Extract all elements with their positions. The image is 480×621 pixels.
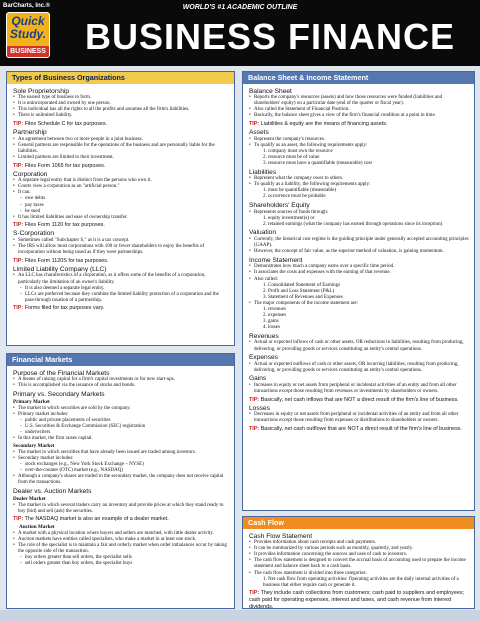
corporation-heading: Corporation xyxy=(13,170,48,178)
balance-sheet-header: Balance Sheet & Income Statement xyxy=(243,72,474,84)
list-item: • The market in which several traders carry an inventory and provide prices at which they stand ready to buy (bid) and sell (ask) the securities. xyxy=(13,503,229,515)
header-banner xyxy=(0,0,480,66)
numbered-item: 2. resource must be of value xyxy=(263,154,320,160)
sub-item: - buy orders greater than sell orders, the specialist sells xyxy=(13,555,229,561)
tip-text: The NASDAQ market is also an example of a dealer market. xyxy=(24,516,169,523)
tip-text: Files Form 1065 for tax purposes. xyxy=(24,162,106,169)
tip-label: TIP: xyxy=(13,516,24,523)
tip-label: TIP: xyxy=(13,305,24,312)
sub-item: - It is also deemed a separate legal entity. xyxy=(13,286,229,292)
list-item: • An LLC has characteristics of a corporation, as it offers some of the benefits of a corporation, particularly the limitation of an owner's liability. xyxy=(13,273,229,285)
primary-secondary-heading: Primary vs. Secondary Markets xyxy=(13,390,105,398)
list-item: • A separate legal entity that is distinct from the persons who own it. xyxy=(13,178,229,184)
logo-subject: BUSINESS xyxy=(7,46,49,57)
list-item: • Secondary market includes: xyxy=(13,456,229,462)
tip-text: Basically, net cash inflows that are NOT a direct result of the firm's line of business. xyxy=(260,396,459,403)
balance-sheet-heading: Balance Sheet xyxy=(249,87,292,95)
list-item: • Currently, the historical cost regime is the guiding principle under generally accepted accounting principles (GAAP). xyxy=(249,237,469,249)
numbered-item: 2. retained earnings (what the company has earned through operations since its inception) xyxy=(263,221,443,227)
logo-study: Study. xyxy=(9,27,47,41)
org-types-header: Types of Business Organizations xyxy=(7,72,234,84)
list-item: • To qualify as an asset, the following requirements apply: xyxy=(249,143,469,149)
tip-text: Liabilities & equity are the means of financing assets. xyxy=(260,120,388,127)
sub-item: - be sued xyxy=(13,209,229,215)
tip-note xyxy=(249,121,469,128)
secondary-market-subheading: Secondary Market xyxy=(13,443,55,450)
tip-note xyxy=(13,222,229,229)
assets-heading: Assets xyxy=(249,129,269,137)
list-item: • The role of the specialist is to maintain a fair and orderly market when order imbalances occur by taking the opposite side of the transaction. xyxy=(13,543,229,555)
sub-item: - sell orders greater than buy orders, the specialist buys xyxy=(13,561,229,567)
list-item: • The major components of the income statement are: xyxy=(249,301,469,307)
sub-item: - stock exchanges (e.g., New York Stock Exchange – NYSE) xyxy=(13,462,229,468)
primary-market-subheading: Primary Market xyxy=(13,399,50,406)
sole-proprietorship-heading: Sole Proprietorship xyxy=(13,87,70,95)
list-item: • Also called the Statement of Financial Position. xyxy=(249,107,469,113)
tip-label: TIP: xyxy=(13,257,24,264)
tip-text: Files Schedule C for tax purposes. xyxy=(24,120,108,127)
sub-item: - owe debts xyxy=(13,196,229,202)
numbered-item: 2. expenses xyxy=(263,313,287,319)
balance-sheet-panel xyxy=(242,71,475,511)
list-item: • Courts view a corporation as an "artificial person." xyxy=(13,184,229,190)
losses-heading: Losses xyxy=(249,404,270,412)
s-corporation-heading: S-Corporation xyxy=(13,230,55,238)
list-item: • Also called: xyxy=(249,277,469,283)
list-item: • It provides information concerning the sources and uses of cash to investors. xyxy=(249,552,469,558)
logo-quick: Quick xyxy=(11,14,45,28)
list-item: • A means of raising capital for a firm's capital investments or for new start-ups. xyxy=(13,377,229,383)
tip-text: Basically, net cash outflows that are NOT a direct result of the firm's line of business. xyxy=(260,426,462,433)
list-item: • Actual or expected outflows of cash or other assets, OR incurring liabilities, resulting from producing, delivering, or providing goods or services constituting an entity's central operations. xyxy=(249,362,469,374)
auction-market-subheading: Auction Market xyxy=(19,524,55,531)
gains-heading: Gains xyxy=(249,375,267,383)
numbered-item: 2. occurrence must be probable xyxy=(263,194,326,200)
page-bottom-band xyxy=(0,610,480,621)
list-item: • Represent what the company owes to others. xyxy=(249,176,469,182)
org-types-panel xyxy=(6,71,235,346)
list-item: • Demonstrates how much a company earns over a specific time period. xyxy=(249,264,469,270)
tip-label: TIP: xyxy=(249,396,260,403)
tip-note xyxy=(249,426,469,433)
list-item: • Primary market includes: xyxy=(13,412,229,418)
tip-label: TIP: xyxy=(249,590,260,597)
numbered-item: 3. resource must have a quantifiable (measurable) cost xyxy=(263,161,372,166)
quickstudy-logo xyxy=(6,12,50,58)
list-item: • The IRS will allow most corporations with 100 or fewer shareholders to enjoy the benefits of incorporation without being taxed as if they were partnerships. xyxy=(13,244,229,256)
list-item: • There is unlimited liability. xyxy=(13,113,229,119)
list-item: • Increases in equity or net assets from peripheral or incidental activities of an entity and from all other transactions except those resulting from revenues or investments by shareholders or owners. xyxy=(249,383,469,395)
list-item: • This is accomplished via the issuance of stocks and bonds. xyxy=(13,383,229,389)
numbered-item: 1. Consolidated Statement of Earnings xyxy=(263,282,341,288)
tip-note xyxy=(13,163,229,170)
cash-flow-statement-heading: Cash Flow Statement xyxy=(249,532,313,540)
list-item: • It has limited liabilities and ease of ownership transfer. xyxy=(13,215,229,221)
list-item: • It is unincorporated and owned by one person. xyxy=(13,101,229,107)
list-item: • It can be summarized by various periods such as monthly, quarterly, and yearly. xyxy=(249,546,469,552)
sub-item: - U.S. Securities & Exchange Commission (SEC) registration xyxy=(13,424,229,430)
tip-text: Forms filed for tax purposes vary. xyxy=(24,305,105,312)
list-item: • To qualify as a liability, the following requirements apply: xyxy=(249,182,469,188)
tip-note xyxy=(249,590,469,610)
cash-flow-header: Cash Flow xyxy=(243,517,474,529)
sub-item: - pay taxes xyxy=(13,203,229,209)
financial-markets-panel xyxy=(6,353,235,609)
numbered-item: 1. Net cash flow from operating activities: Operating activities are the daily internal activities of a business that either require cash or generate it. xyxy=(263,576,459,588)
tip-note xyxy=(13,305,229,312)
list-item: • It associates the costs and expenses with the earning of that revenue. xyxy=(249,270,469,276)
equity-heading: Shareholders' Equity xyxy=(249,202,310,210)
income-statement-heading: Income Statement xyxy=(249,256,303,264)
numbered-item: 3. gains xyxy=(263,319,279,325)
tip-text: They include cash collections from customers; cash paid to suppliers and employees; cash paid for operating expenses, interest and taxes, and cash revenue from interest dividends. xyxy=(249,590,465,610)
financial-markets-header: Financial Markets xyxy=(7,354,234,366)
list-item: • In this market, the firm raises capital. xyxy=(13,436,229,442)
purpose-heading: Purpose of the Financial Markets xyxy=(13,369,110,377)
tip-note xyxy=(249,397,469,404)
tip-note xyxy=(13,121,229,128)
list-item: • Basically, the balance sheet gives a view of the firm's financial condition at a point in time. xyxy=(249,113,469,119)
list-item: • The easiest type of business to form. xyxy=(13,95,229,101)
list-item: • Limited partners are limited to their investment. xyxy=(13,155,229,161)
tip-label: TIP: xyxy=(249,120,260,127)
list-item: • Reports the company's resources (assets) and how those resources were funded (liabilities and shareholders' equity) on a particular date (end of the quarter or fiscal year). xyxy=(249,95,469,107)
list-item: • Sometimes called "Subchapter S," as it is a tax concept. xyxy=(13,238,229,244)
sub-item: - over-the-counter (OTC) market (e.g., NASDAQ) xyxy=(13,468,229,474)
list-item: • Provides information about cash receipts and cash payments. xyxy=(249,540,469,546)
dealer-auction-heading: Dealer vs. Auction Markets xyxy=(13,487,92,495)
tip-label: TIP: xyxy=(13,120,24,127)
list-item: • Auction markets have entities called specialists, who make a market in at least one stock. xyxy=(13,537,229,543)
list-item: • The cash flow statement is designed to convert the accrual basis of accounting used to prepare the income statement and balance sheet back to a cash basis. xyxy=(249,558,469,570)
list-item: • The market in which securities that have already been issued are traded among investors. xyxy=(13,450,229,456)
list-item: • Although a company's shares are traded in the secondary market, the company does not receive capital from the transactions. xyxy=(13,474,229,486)
liabilities-heading: Liabilities xyxy=(249,168,277,176)
cash-flow-panel xyxy=(242,516,475,609)
list-item: • The market in which securities are sold by the company. xyxy=(13,406,229,412)
tip-label: TIP: xyxy=(13,222,24,229)
tip-note xyxy=(13,516,229,523)
numbered-item: 1. must be quantifiable (measurable) xyxy=(263,188,337,194)
list-item: • General partners are responsible for the operations of the business and are personally liable for the liabilities. xyxy=(13,143,229,155)
list-item: • The cash flow statement is divided into three categories: xyxy=(249,571,469,577)
valuation-heading: Valuation xyxy=(249,229,277,237)
list-item: • Represents sources of funds through: xyxy=(249,210,469,216)
revenues-heading: Revenues xyxy=(249,332,279,340)
list-item: • This individual has all the rights to all the profits and assumes all the firm's liabilities. xyxy=(13,107,229,113)
numbered-item: 1. company must own the resource xyxy=(263,148,333,154)
page-title: BUSINESS FINANCE xyxy=(84,16,456,57)
publisher-name: BarCharts, Inc.® xyxy=(3,3,51,9)
expenses-heading: Expenses xyxy=(249,354,278,362)
numbered-item: 1. equity investment(s) or xyxy=(263,215,315,221)
list-item: • A market with a physical location where buyers and sellers are matched, with little dealer activity. xyxy=(13,531,229,537)
tip-text: Files Form 1120S for tax purposes. xyxy=(24,257,109,264)
sub-item: - public and private placements of securities xyxy=(13,418,229,424)
partnership-heading: Partnership xyxy=(13,129,47,137)
list-item: • An agreement between two or more people in a joint business. xyxy=(13,137,229,143)
list-item: • However, the concept of fair value, as the superior method of valuation, is gaining momentum. xyxy=(249,249,469,255)
numbered-item: 3. Statement of Revenues and Expenses xyxy=(263,294,343,300)
numbered-item: 1. revenues xyxy=(263,307,286,312)
tip-text: Files Form 1120 for tax purposes. xyxy=(24,222,105,229)
list-item: • Represent the company's resources. xyxy=(249,137,469,143)
tip-label: TIP: xyxy=(249,426,260,433)
numbered-item: 4. losses xyxy=(263,325,280,331)
list-item: • Actual or expected inflows of cash or other assets, OR reductions in liabilities, resulting from producing, delivering, or providing goods or services constituting an entity's central operations. xyxy=(249,340,469,352)
llc-heading: Limited Liability Company (LLC) xyxy=(13,265,107,273)
list-item: • It can: xyxy=(13,190,229,196)
dealer-market-subheading: Dealer Market xyxy=(13,496,46,503)
tip-note xyxy=(13,258,229,265)
tagline: WORLD'S #1 ACADEMIC OUTLINE xyxy=(182,4,298,11)
numbered-item: 2. Profit and Loss Statement (P&L) xyxy=(263,288,335,294)
tip-label: TIP: xyxy=(13,162,24,169)
sub-item: - underwriters xyxy=(13,430,229,436)
sub-item: - LLCs are preferred because they combine the limited liability protection of a corporation and the pass-through taxation of a partnership. xyxy=(13,292,229,304)
list-item: • Decreases in equity or net assets from peripheral or incidental activities of an entity and from all other transactions except those resulting from expenses or distributions to shareholders or owners. xyxy=(249,412,469,424)
